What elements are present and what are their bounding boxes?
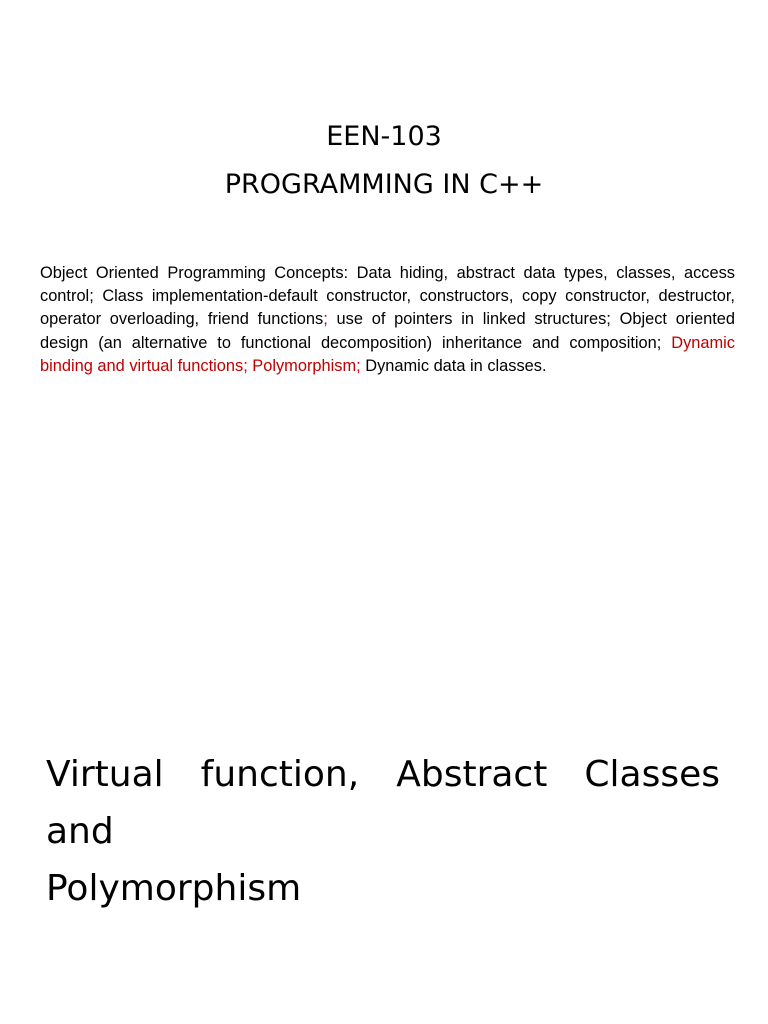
topic-line-3: Polymorphism [46,868,302,909]
syllabus-highlight-semicolon: ; [323,310,328,329]
topic-word-abstract: Abstract [396,754,548,795]
lecture-topic [46,746,720,917]
topic-word-classes: Classes [584,754,720,795]
topic-line-1 [46,746,720,803]
syllabus-text-1: Object Oriented Programming Concepts: Data hiding, abstract data types, classes, access control; Class implementation-default constructor, constructors, copy constructor, destructor, operator overloading, friend functions [40,264,735,329]
topic-word-virtual: Virtual [46,754,164,795]
syllabus-paragraph [40,262,735,378]
course-name: PROGRAMMING IN C++ [224,169,544,200]
syllabus-text-3: Dynamic data in classes. [360,356,547,375]
topic-word-function: function, [200,754,360,795]
course-code: EEN-103 [326,121,442,152]
syllabus-highlight-topics: Dynamic binding and virtual functions; Polymorphism; [40,333,735,375]
topic-line-2: and [46,811,114,852]
syllabus-text-2: use of pointers in linked structures; Object oriented design (an alternative to functional decomposition) inheritance and composition; [40,310,735,352]
course-title [0,113,768,209]
